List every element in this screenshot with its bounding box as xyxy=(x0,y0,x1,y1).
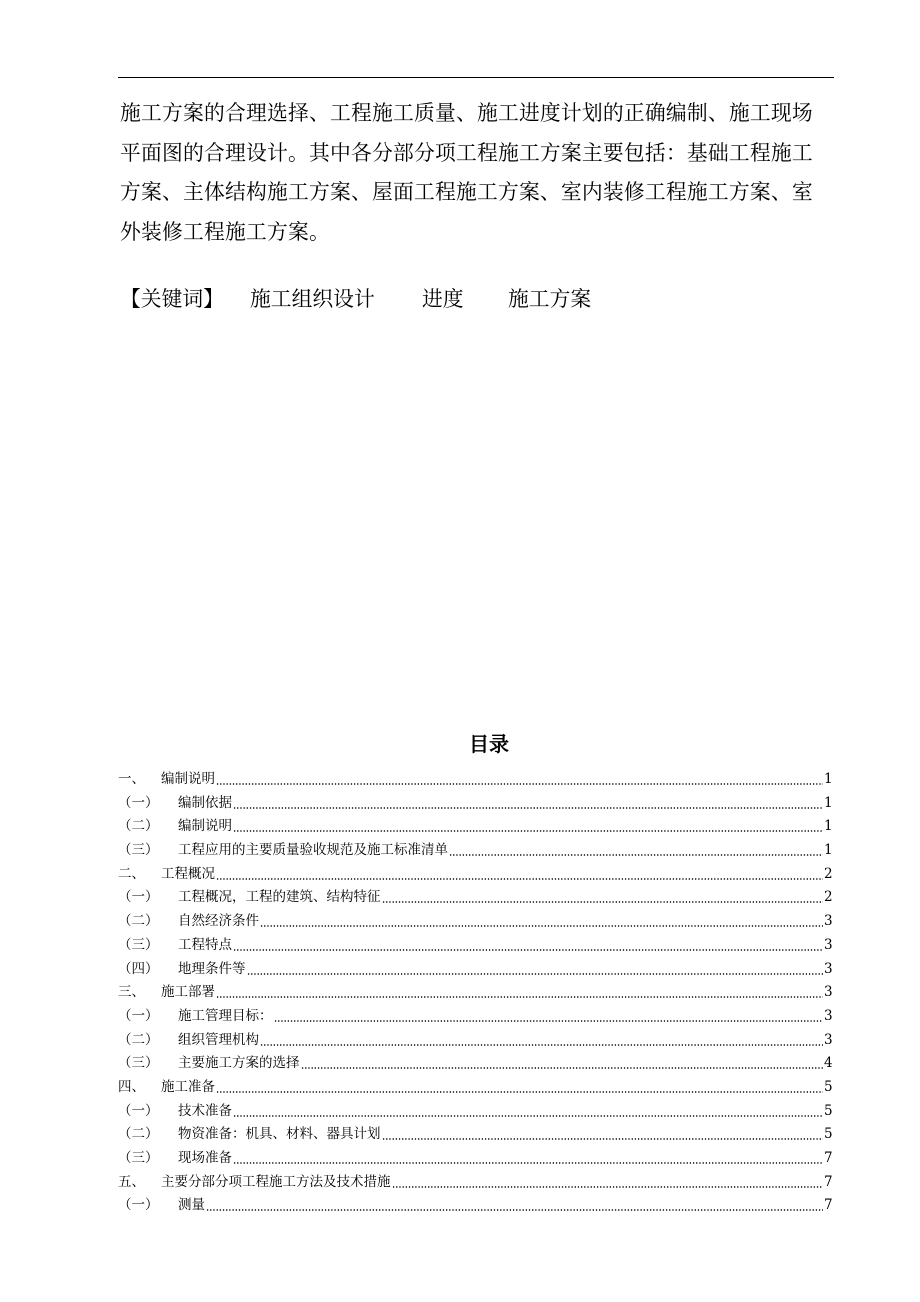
toc-dot-leader xyxy=(206,1208,823,1212)
toc-entry-title: 工程概况 xyxy=(161,865,215,882)
toc-entry-title: 测量 xyxy=(178,1197,205,1214)
toc-entry-title: 施工部署 xyxy=(161,984,215,1001)
toc-entry[interactable] xyxy=(118,815,832,839)
toc-entry-page: 3 xyxy=(824,960,833,977)
toc-entry-page: 4 xyxy=(824,1055,833,1072)
toc-entry-page: 7 xyxy=(824,1173,833,1190)
toc-dot-leader xyxy=(247,972,824,976)
toc-entry-number: （一） xyxy=(118,889,159,906)
abstract-line: 施工方案的合理选择、工程施工质量、施工进度计划的正确编制、施工现场 xyxy=(120,101,813,125)
toc-entry-title: 编制说明 xyxy=(178,818,232,835)
toc-entry[interactable] xyxy=(118,1123,832,1147)
toc-entry[interactable] xyxy=(118,1100,832,1124)
toc-entry-number: （二） xyxy=(118,913,159,930)
toc-entry-number: （四） xyxy=(118,960,159,977)
toc-dot-leader xyxy=(233,829,823,833)
toc-entry[interactable] xyxy=(118,1194,832,1218)
toc-entry-title: 主要施工方案的选择 xyxy=(178,1055,300,1072)
toc-entry[interactable] xyxy=(118,981,832,1005)
abstract-line: 平面图的合理设计。其中各分部分项工程施工方案主要包括：基础工程施工 xyxy=(120,140,813,165)
toc-entry-number: 二、 xyxy=(118,865,145,882)
toc-entry-title: 工程应用的主要质量验收规范及施工标准清单 xyxy=(178,842,448,859)
toc-entry-number: （三） xyxy=(118,936,159,953)
toc-entry-title: 自然经济条件 xyxy=(178,913,259,930)
toc-entry-page: 1 xyxy=(824,818,833,835)
toc-dot-leader xyxy=(260,924,823,928)
table-of-contents xyxy=(118,768,832,1218)
toc-dot-leader xyxy=(233,1161,823,1165)
toc-entry-page: 5 xyxy=(824,1102,833,1119)
keywords-label: 【关键词】 xyxy=(120,287,224,311)
toc-entry[interactable] xyxy=(118,768,832,792)
abstract-line: 方案、主体结构施工方案、屋面工程施工方案、室内装修工程施工方案、室 xyxy=(120,180,813,204)
toc-dot-leader xyxy=(392,1185,824,1189)
toc-entry-number: （三） xyxy=(118,1055,159,1072)
toc-dot-leader xyxy=(274,1019,824,1023)
toc-dot-leader xyxy=(216,782,823,786)
toc-title: 目录 xyxy=(469,732,509,756)
toc-entry[interactable] xyxy=(118,863,832,887)
toc-entry[interactable] xyxy=(118,958,832,982)
toc-entry[interactable] xyxy=(118,1005,832,1029)
toc-dot-leader xyxy=(301,1066,824,1070)
toc-entry[interactable] xyxy=(118,792,832,816)
toc-entry[interactable] xyxy=(118,1076,832,1100)
toc-entry-page: 3 xyxy=(824,936,833,953)
toc-dot-leader xyxy=(233,948,823,952)
toc-entry-number: 一、 xyxy=(118,771,145,787)
toc-entry-page: 3 xyxy=(824,1007,833,1024)
toc-entry-title: 主要分部分项工程施工方法及技术措施 xyxy=(161,1173,391,1190)
toc-entry-number: （一） xyxy=(118,1007,159,1024)
toc-dot-leader xyxy=(216,995,823,999)
toc-entry-number: （二） xyxy=(118,1031,159,1048)
toc-entry-page: 5 xyxy=(824,1078,833,1095)
toc-entry-number: （二） xyxy=(118,1126,159,1143)
toc-dot-leader xyxy=(449,853,823,857)
toc-entry-page: 3 xyxy=(824,913,833,930)
toc-entry-number: 五、 xyxy=(118,1173,145,1190)
toc-entry[interactable] xyxy=(118,886,832,910)
toc-entry-page: 3 xyxy=(824,984,833,1001)
toc-entry-title: 施工准备 xyxy=(161,1078,215,1095)
toc-entry-page: 5 xyxy=(824,1126,833,1143)
keyword-item: 进度 xyxy=(422,287,464,311)
toc-dot-leader xyxy=(233,1114,823,1118)
toc-entry-page: 1 xyxy=(824,842,833,859)
toc-entry-page: 7 xyxy=(824,1150,833,1166)
toc-entry-title: 物资准备：机具、材料、器具计划 xyxy=(178,1126,381,1143)
toc-entry-page: 7 xyxy=(824,1197,833,1214)
toc-dot-leader xyxy=(233,806,823,810)
toc-entry[interactable] xyxy=(118,1171,832,1195)
toc-entry[interactable] xyxy=(118,1147,832,1171)
abstract-line: 外装修工程施工方案。 xyxy=(120,219,330,244)
toc-entry-title: 技术准备 xyxy=(178,1102,232,1119)
toc-entry-title: 地理条件等 xyxy=(178,960,246,977)
toc-entry-number: 三、 xyxy=(118,984,145,1001)
toc-dot-leader xyxy=(382,1137,824,1141)
toc-entry-title: 组织管理机构 xyxy=(178,1031,259,1048)
toc-entry-number: （一） xyxy=(118,794,159,811)
toc-entry-number: （三） xyxy=(118,1150,159,1166)
toc-entry[interactable] xyxy=(118,1052,832,1076)
toc-entry-page: 1 xyxy=(824,794,833,811)
toc-entry[interactable] xyxy=(118,839,832,863)
header-rule xyxy=(118,77,834,78)
toc-dot-leader xyxy=(382,900,824,904)
toc-entry-title: 编制依据 xyxy=(178,794,232,811)
toc-entry[interactable] xyxy=(118,1029,832,1053)
toc-dot-leader xyxy=(216,1090,823,1094)
toc-entry-page: 1 xyxy=(824,771,833,787)
toc-entry-title: 工程特点 xyxy=(178,936,232,953)
toc-entry-page: 2 xyxy=(824,889,833,906)
abstract-paragraph xyxy=(120,94,836,252)
toc-entry-page: 3 xyxy=(824,1031,833,1048)
keyword-item: 施工方案 xyxy=(508,287,592,311)
toc-entry-title: 现场准备 xyxy=(178,1150,232,1166)
toc-dot-leader xyxy=(260,1043,823,1047)
toc-entry-title: 编制说明 xyxy=(161,771,215,787)
keyword-item: 施工组织设计 xyxy=(250,287,375,311)
toc-entry[interactable] xyxy=(118,910,832,934)
toc-entry-title: 工程概况，工程的建筑、结构特征 xyxy=(178,889,381,906)
toc-entry-number: 四、 xyxy=(118,1078,145,1095)
toc-entry[interactable] xyxy=(118,934,832,958)
toc-entry-number: （二） xyxy=(118,818,159,835)
toc-entry-title: 施工管理目标： xyxy=(178,1007,273,1024)
toc-entry-number: （三） xyxy=(118,842,159,859)
toc-dot-leader xyxy=(216,877,823,881)
keywords-line xyxy=(120,283,591,315)
toc-entry-page: 2 xyxy=(824,865,833,882)
toc-entry-number: （一） xyxy=(118,1197,159,1214)
toc-entry-number: （一） xyxy=(118,1102,159,1119)
